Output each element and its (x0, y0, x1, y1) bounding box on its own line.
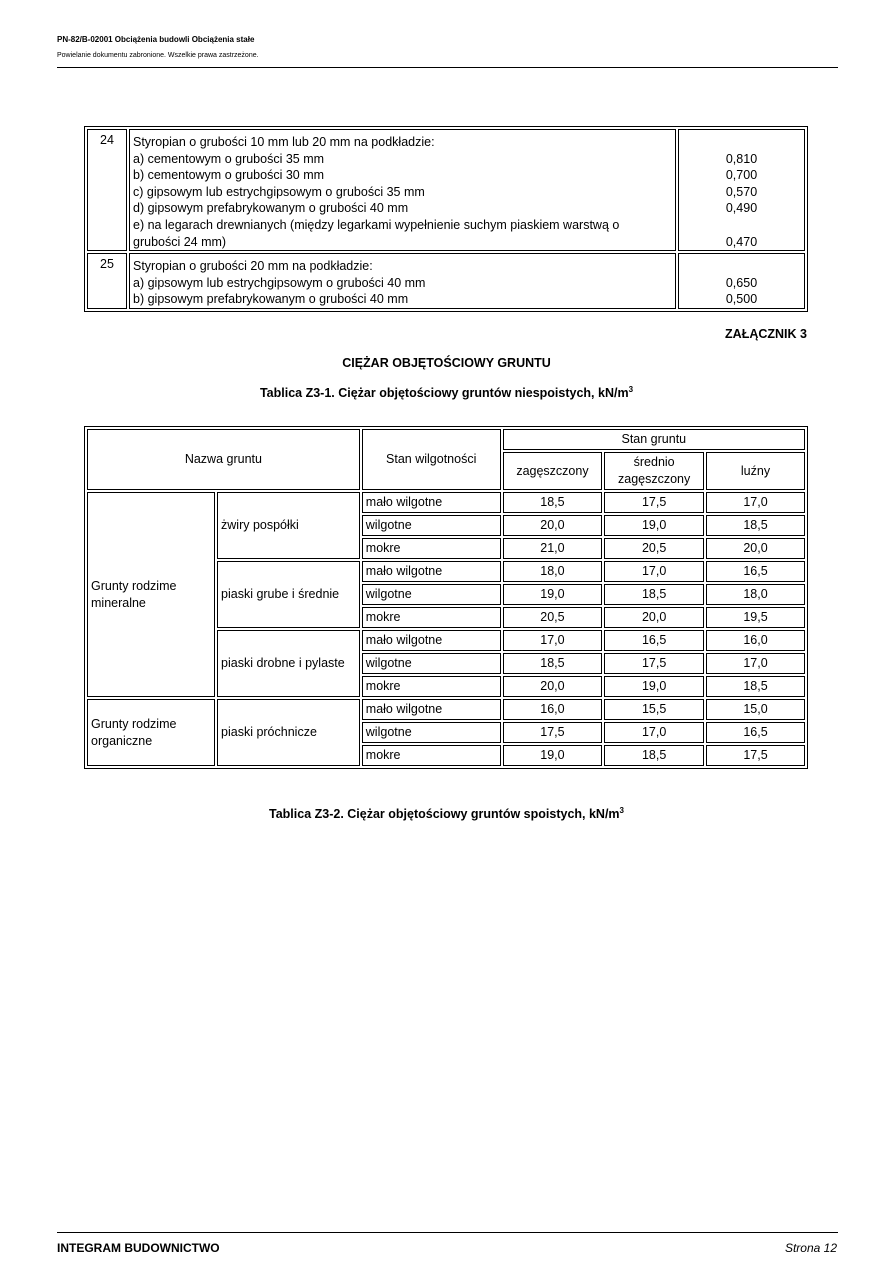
unit-weight-value: 20,0 (604, 607, 704, 628)
footer-divider (57, 1232, 838, 1233)
moisture-state: wilgotne (362, 515, 501, 536)
styrofoam-load-table-body (87, 129, 805, 309)
moisture-state: mokre (362, 538, 501, 559)
moisture-state: mokre (362, 607, 501, 628)
description-line: b) cementowym o grubości 30 mm (133, 168, 325, 183)
unit-weight-value: 21,0 (503, 538, 603, 559)
unit-weight-value: 17,5 (604, 653, 704, 674)
unit-weight-value: 18,5 (604, 745, 704, 766)
unit-weight-value: 18,0 (706, 584, 805, 605)
moisture-state: mokre (362, 676, 501, 697)
soil-category-line: mineralne (91, 595, 146, 610)
moisture-state: wilgotne (362, 722, 501, 743)
col-header-soil-state: Stan gruntu (503, 429, 805, 450)
table-head-row (87, 429, 805, 450)
soil-category (87, 699, 215, 766)
table-z3-1-caption-sup: 3 (628, 385, 634, 394)
load-value: 0,570 (725, 184, 758, 199)
unit-weight-value: 20,5 (503, 607, 603, 628)
soil-type: piaski próchnicze (217, 699, 360, 766)
unit-weight-value: 17,0 (604, 561, 704, 582)
moisture-state: mało wilgotne (362, 492, 501, 513)
section-title: CIĘŻAR OBJĘTOŚCIOWY GRUNTU (342, 356, 551, 370)
unit-weight-value: 20,0 (706, 538, 805, 559)
unit-weight-value: 17,5 (706, 745, 805, 766)
table-row (87, 129, 805, 251)
description-line: a) gipsowym lub estrychgipsowym o grubości 40 mm (133, 275, 426, 290)
col-header-moisture: Stan wilgotności (362, 429, 501, 490)
unit-weight-value: 15,5 (604, 699, 704, 720)
description-line: Styropian o grubości 20 mm na podkładzie: (133, 259, 373, 274)
description-line: Styropian o grubości 10 mm lub 20 mm na podkładzie: (133, 135, 435, 149)
moisture-state: mało wilgotne (362, 630, 501, 651)
item-description (129, 129, 676, 251)
col-header-compacted: zagęszczony (503, 452, 603, 490)
unit-weight-value: 18,5 (706, 515, 805, 536)
unit-weight-value: 17,0 (503, 630, 603, 651)
table-z3-2-caption-text: Tablica Z3-2. Ciężar objętościowy gruntów spoistych, kN/m (269, 807, 620, 822)
unit-weight-value: 20,0 (503, 676, 603, 697)
load-value: 0,490 (725, 201, 758, 216)
item-values (678, 129, 805, 251)
item-number: 24 (87, 129, 127, 251)
moisture-state: wilgotne (362, 653, 501, 674)
table-z3-2-caption-sup: 3 (619, 806, 624, 815)
unit-weight-value: 16,5 (706, 561, 805, 582)
moisture-state: mało wilgotne (362, 561, 501, 582)
annex-label: ZAŁĄCZNIK 3 (725, 327, 807, 341)
unit-weight-value: 17,0 (706, 653, 805, 674)
unit-weight-value: 18,5 (503, 492, 603, 513)
unit-weight-value: 19,0 (604, 676, 704, 697)
moisture-state: mokre (362, 745, 501, 766)
table-z3-2-caption (0, 806, 893, 821)
unit-weight-value: 17,0 (604, 722, 704, 743)
document-header-notice: Powielanie dokumentu zabronione. Wszelkie prawa zastrzeżone. (57, 52, 259, 59)
unit-weight-value: 19,5 (706, 607, 805, 628)
col-header-loose: luźny (706, 452, 805, 490)
col-header-medium-compacted (604, 452, 704, 490)
item-description (129, 253, 676, 309)
table-row (87, 699, 805, 720)
unit-weight-value: 18,0 (503, 561, 603, 582)
col-header-medium-line2: zagęszczony (618, 472, 691, 486)
unit-weight-value: 18,5 (503, 653, 603, 674)
col-header-medium-line1: średnio (633, 455, 675, 470)
unit-weight-value: 19,0 (503, 584, 603, 605)
table-z3-1-caption-text: Tablica Z3-1. Ciężar objętościowy gruntów niespoistych, kN/m (259, 386, 629, 401)
unit-weight-value: 16,5 (604, 630, 704, 651)
item-values (678, 253, 805, 309)
unit-weight-value: 20,0 (503, 515, 603, 536)
unit-weight-value: 18,5 (706, 676, 805, 697)
document-header-title: PN-82/B-02001 Obciążenia budowli Obciążenia stałe (57, 35, 255, 44)
table-z3-1-head (87, 429, 805, 490)
soil-category (87, 492, 215, 697)
load-value: 0,810 (725, 151, 758, 166)
unit-weight-value: 18,5 (604, 584, 704, 605)
description-line: grubości 24 mm) (133, 234, 227, 249)
unit-weight-value: 20,5 (604, 538, 704, 559)
load-value (679, 258, 804, 275)
moisture-state: mało wilgotne (362, 699, 501, 720)
col-header-name: Nazwa gruntu (87, 429, 360, 490)
table-z3-1 (84, 426, 808, 769)
unit-weight-value: 17,5 (503, 722, 603, 743)
description-line: a) cementowym o grubości 35 mm (133, 151, 325, 166)
table-row (87, 492, 805, 513)
table-z3-1-caption (0, 385, 893, 400)
unit-weight-value: 17,0 (706, 492, 805, 513)
load-value (679, 134, 804, 151)
load-value: 0,700 (725, 168, 758, 183)
unit-weight-value: 19,0 (604, 515, 704, 536)
soil-type: piaski grube i średnie (217, 561, 360, 628)
footer-page-number: Strona 12 (784, 1241, 837, 1255)
unit-weight-value: 16,0 (503, 699, 603, 720)
load-value: 0,650 (725, 275, 758, 290)
unit-weight-value: 16,0 (706, 630, 805, 651)
unit-weight-value: 17,5 (604, 492, 704, 513)
header-divider (57, 67, 838, 68)
load-value: 0,500 (725, 292, 758, 307)
description-line: b) gipsowym prefabrykowanym o grubości 40 mm (133, 292, 409, 307)
table-row (87, 253, 805, 309)
soil-category-line: Grunty rodzime (91, 578, 177, 593)
styrofoam-load-table (84, 126, 808, 312)
soil-category-line: Grunty rodzime (91, 716, 177, 731)
item-number: 25 (87, 253, 127, 309)
moisture-state: wilgotne (362, 584, 501, 605)
unit-weight-value: 15,0 (706, 699, 805, 720)
table-z3-1-body (87, 492, 805, 766)
unit-weight-value: 19,0 (503, 745, 603, 766)
description-line: d) gipsowym prefabrykowanym o grubości 40 mm (133, 201, 409, 216)
load-value: 0,470 (725, 234, 758, 249)
unit-weight-value: 16,5 (706, 722, 805, 743)
soil-type: żwiry pospółki (217, 492, 360, 559)
load-value (679, 217, 804, 234)
soil-category-line: organiczne (91, 733, 153, 748)
footer-publisher: INTEGRAM BUDOWNICTWO (57, 1241, 220, 1255)
description-line: c) gipsowym lub estrychgipsowym o grubości 35 mm (133, 184, 425, 199)
description-line: e) na legarach drewnianych (między legarkami wypełnienie suchym piaskiem warstwą o (133, 217, 620, 232)
soil-type: piaski drobne i pylaste (217, 630, 360, 697)
